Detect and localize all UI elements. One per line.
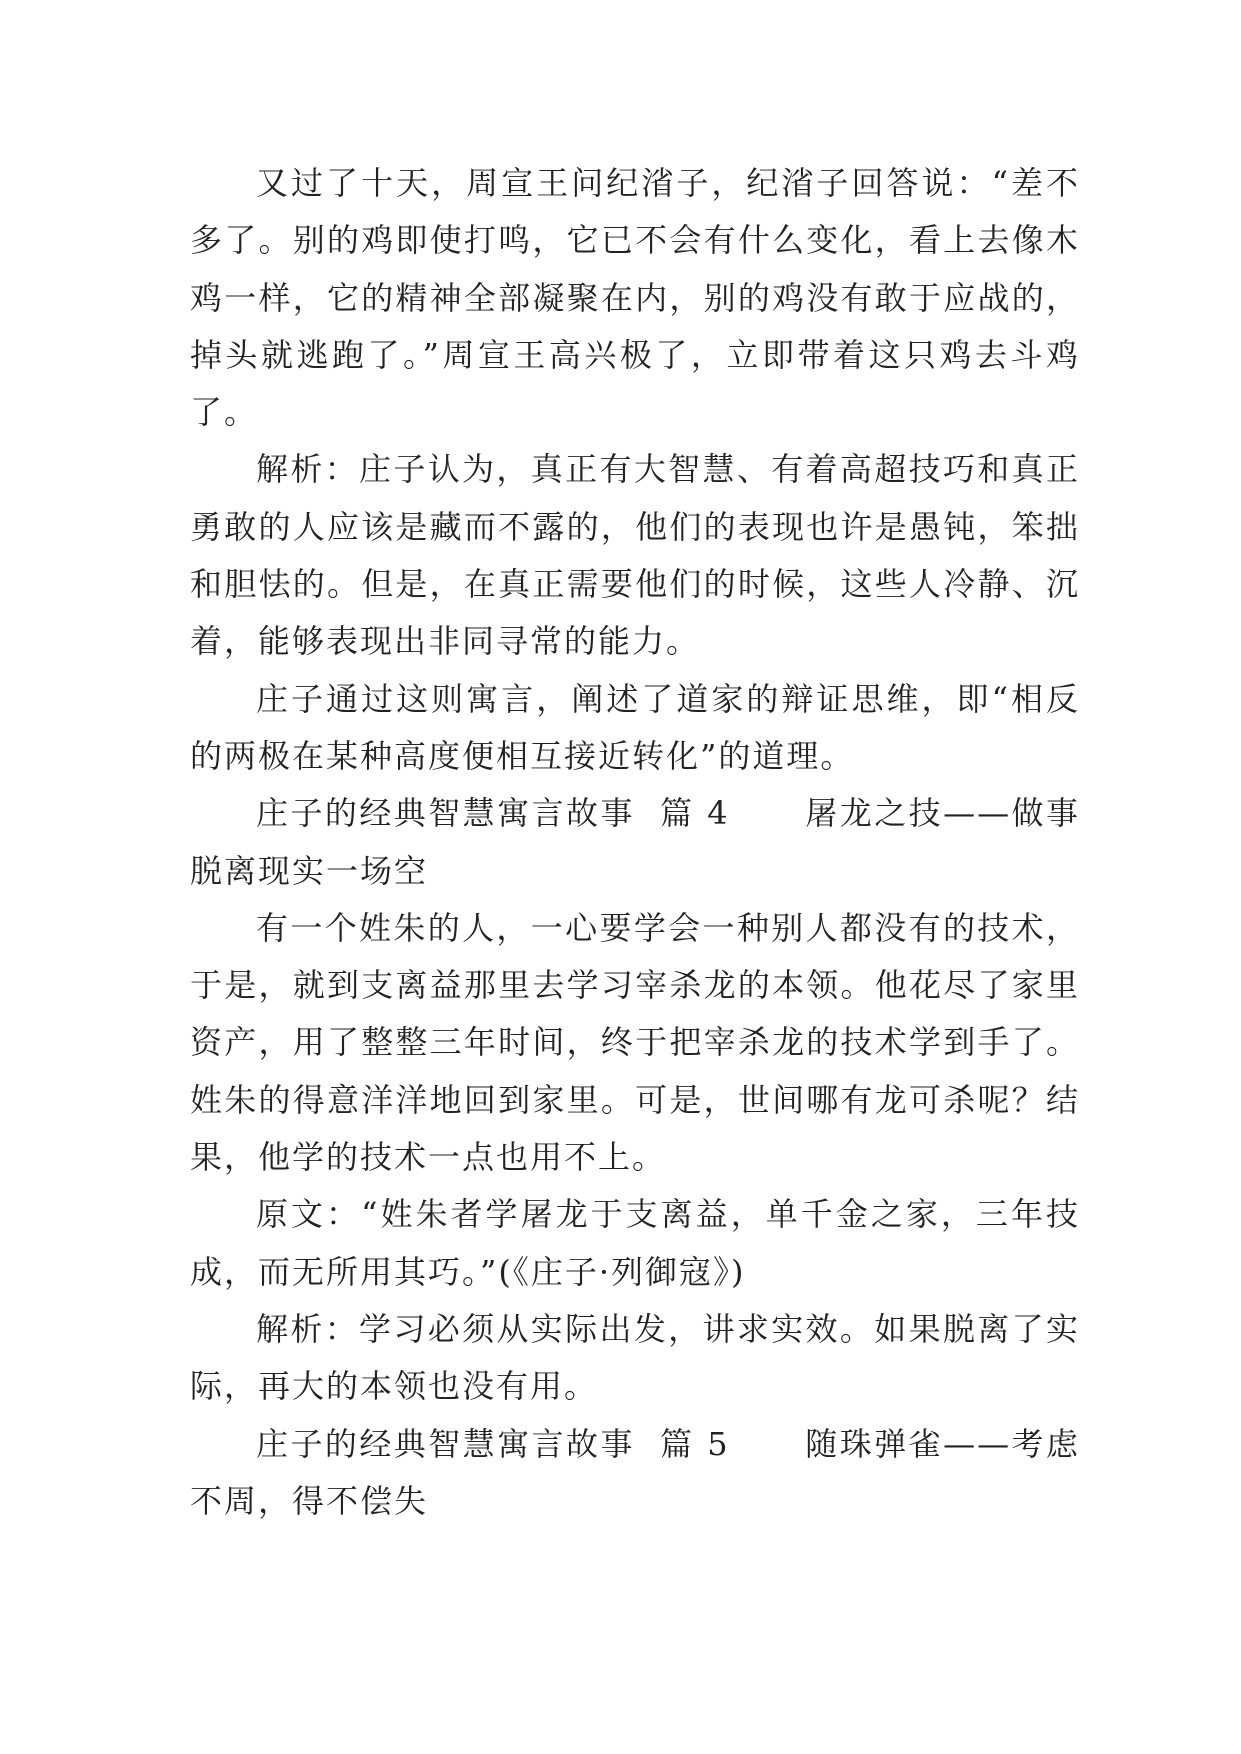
paragraph-original-text: 原文：“姓朱者学屠龙于支离益，单千金之家，三年技成，而无所用其巧。”(《庄子·列御寇》) (190, 1195, 1080, 1291)
paragraph-analysis-1: 解析：庄子认为，真正有大智慧、有着高超技巧和真正勇敢的人应该是藏而不露的，他们的表现也许是愚钝，笨拙和胆怯的。但是，在真正需要他们的时候，这些人冷静、沉着，能够表现出非同寻常的能力。 (190, 450, 1080, 661)
section-heading-5: 庄子的经典智慧寓言故事 篇 5 随珠弹雀——考虑不周，得不偿失 (190, 1424, 1080, 1520)
paragraph-story-ending: 又过了十天，周宣王问纪渻子，纪渻子回答说：“差不多了。别的鸡即使打鸣，它已不会有什么变化，看上去像木鸡一样，它的精神全部凝聚在内，别的鸡没有敢于应战的，掉头就逃跑了。”周宣王高兴极了，立即带着这只鸡去斗鸡了。 (190, 164, 1080, 432)
document-body (190, 155, 1080, 1530)
paragraph-analysis-4: 解析：学习必须从实际出发，讲求实效。如果脱离了实际，再大的本领也没有用。 (190, 1309, 1080, 1406)
section-heading-4: 庄子的经典智慧寓言故事 篇 4 屠龙之技——做事脱离现实一场空 (190, 794, 1080, 890)
paragraph-dialectic: 庄子通过这则寓言，阐述了道家的辩证思维，即“相反的两极在某种高度便相互接近转化”的道理。 (190, 679, 1080, 775)
paragraph-story-4: 有一个姓朱的人，一心要学会一种别人都没有的技术，于是，就到支离益那里去学习宰杀龙的本领。他花尽了家里资产，用了整整三年时间，终于把宰杀龙的技术学到手了。姓朱的得意洋洋地回到家里。可是，世间哪有龙可杀呢？结果，他学的技术一点也用不上。 (190, 908, 1080, 1177)
